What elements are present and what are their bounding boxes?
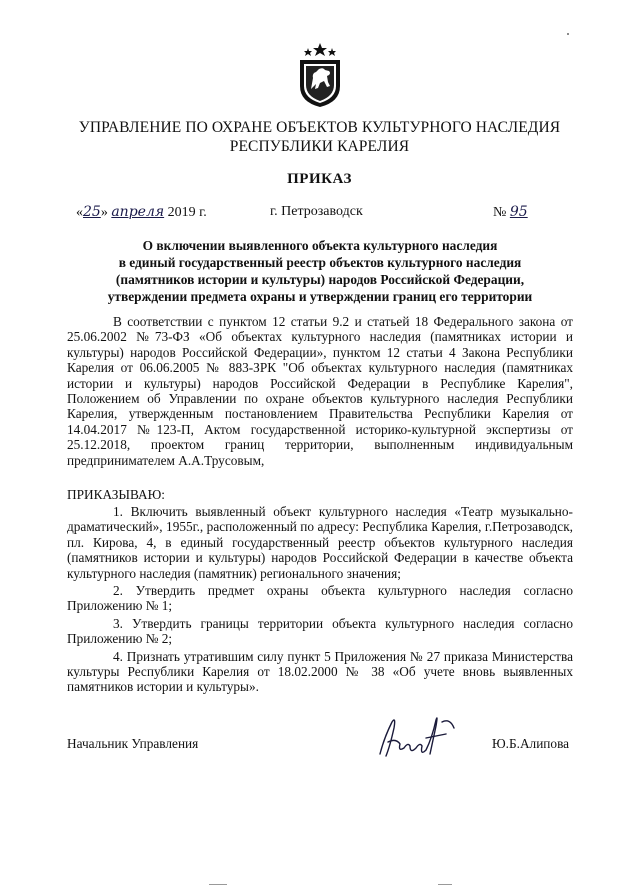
karelia-coat-of-arms-icon	[296, 42, 344, 108]
title-line-4: утверждении предмета охраны и утверждении границ его территории	[107, 289, 533, 304]
agency-line-1: УПРАВЛЕНИЕ ПО ОХРАНЕ ОБЪЕКТОВ КУЛЬТУРНОГО НАСЛЕДИЯ	[78, 119, 561, 136]
signer-position: Начальник Управления	[67, 736, 199, 751]
scan-mark	[438, 884, 452, 885]
document-date	[76, 204, 207, 221]
title-line-3: (памятников истории и культуры) народов Российской Федерации,	[115, 272, 525, 287]
date-day-handwritten: 25	[83, 204, 101, 220]
preamble-paragraph: В соответствии с пунктом 12 статьи 9.2 и статьей 18 Федерального закона от 25.06.2002 №73-ФЗ «Об объектах культурного наследия (памятниках истории и культуры) народов Российской Федерации», пунктом 12 статьи 4 Закона Республики Карелия от 06.06.2005 № 883-ЗРК "Об объектах культурного наследия (памятниках истории и культуры) народов Российской Федерации в Республике Карелия", Положением об Управлении по охране объектов культурного наследия Республики Карелия, утвержденным постановлением Правительства Республики Карелия от 14.04.2017 №123-П, Актом государственной историко-культурной экспертизы от 25.12.2018, проектом границ территории, выполненным индивидуальным предпринимателем А.А.Трусовым,	[67, 314, 573, 468]
number-value-handwritten: 95	[509, 204, 528, 220]
scan-mark	[209, 884, 227, 885]
document-title	[60, 237, 580, 305]
document-city: г. Петрозаводск	[270, 204, 363, 219]
signer-name: Ю.Б.Алипова	[492, 736, 570, 751]
order-items	[67, 504, 573, 695]
order-word: ПРИКАЗЫВАЮ:	[67, 487, 165, 502]
date-year: 2019 г.	[167, 205, 207, 220]
date-close-quote: »	[100, 205, 108, 220]
document-type: ПРИКАЗ	[287, 171, 352, 187]
number-label: №	[493, 205, 507, 220]
document-number	[493, 204, 528, 221]
handwritten-signature	[370, 708, 470, 762]
order-item-2: 2. Утвердить предмет охраны объекта культурного наследия согласно Приложению № 1;	[67, 583, 573, 614]
date-month-handwritten: апреля	[111, 204, 165, 220]
agency-line-2: РЕСПУБЛИКИ КАРЕЛИЯ	[229, 138, 410, 155]
order-item-4: 4. Признать утратившим силу пункт 5 Приложения № 27 приказа Министерства культуры Республики Карелия от 18.02.2000 № 38 «Об учете вновь выявленных памятников истории и культуры».	[67, 648, 573, 695]
title-line-1: О включении выявленного объекта культурного наследия	[142, 238, 498, 253]
document-meta-row	[0, 204, 639, 226]
title-line-2: в единый государственный реестр объектов культурного наследия	[118, 255, 522, 270]
order-item-1: 1. Включить выявленный объект культурного наследия «Театр музыкально-драматический», 1955г., расположенный по адресу: Республика Карелия, г.Петрозаводск, пл. Кирова, 4, в единый государственный реестр объектов культурного наследия (памятников истории и культуры) народов Российской Федерации в качестве объекта культурного наследия (памятник) регионального значения;	[67, 504, 573, 581]
scan-speck	[567, 33, 569, 35]
order-item-3: 3. Утвердить границы территории объекта культурного наследия согласно Приложению № 2;	[67, 615, 573, 647]
date-open-quote: «	[76, 205, 83, 220]
agency-header	[0, 118, 639, 156]
